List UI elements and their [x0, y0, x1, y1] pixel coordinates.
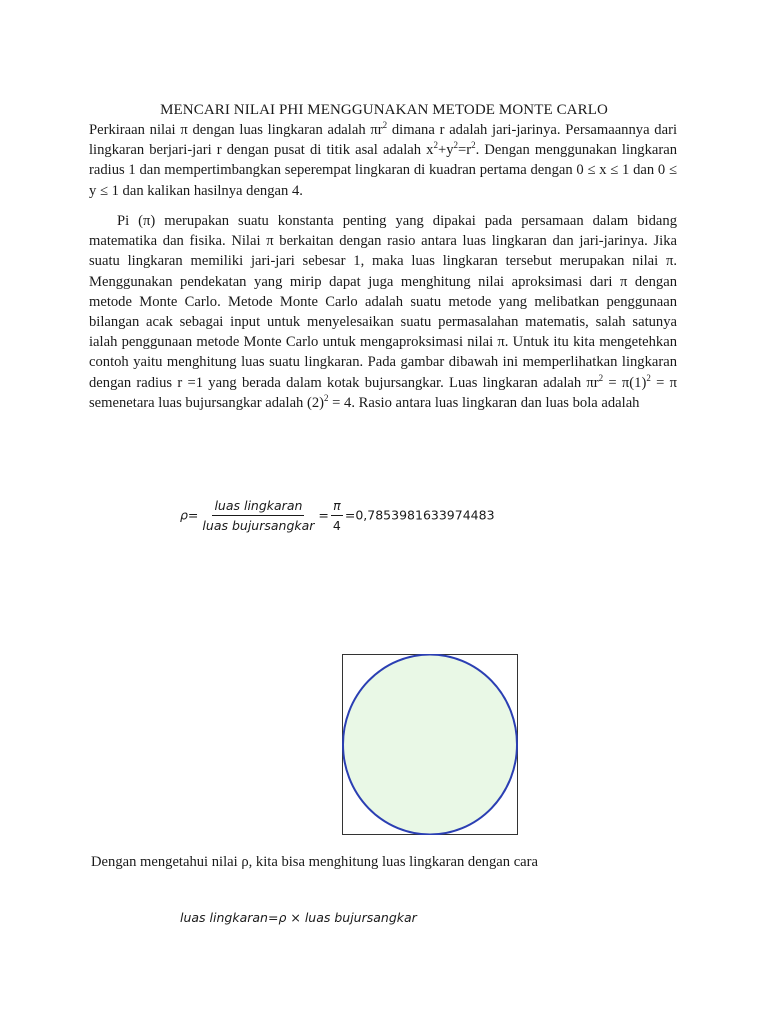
superscript: 2 [646, 372, 651, 383]
fraction-numerator: luas lingkaran [212, 498, 304, 516]
fraction-denominator: luas bujursangkar [202, 518, 315, 533]
area-formula [180, 910, 417, 925]
superscript: 2 [471, 140, 476, 151]
paragraph-pi [89, 211, 677, 413]
paragraph-intro-text-4: =r [458, 142, 472, 159]
equals-sign: = [267, 910, 279, 925]
fraction-numerator: π [331, 498, 343, 516]
fraction-denominator: 4 [332, 518, 341, 533]
paragraph-intro [89, 120, 677, 201]
paragraph-intro-text-1: Perkiraan nilai π dengan luas lingkaran adalah πr [89, 122, 383, 138]
fraction-area-ratio [200, 498, 316, 534]
superscript: 2 [598, 372, 604, 383]
paragraph-intro-text-5: . Dengan menggunakan lingkaran radius 1 dan mempertimbangkan seperempat lingkaran di kuadran pertama dengan 0 ≤ x ≤ 1 dan 0 ≤ y ≤ 1 dan kalikan hasilnya dengan 4. [89, 142, 678, 199]
equals-sign: = [318, 507, 329, 523]
document-title: MENCARI NILAI PHI MENGGUNAKAN METODE MONTE CARLO [160, 102, 608, 119]
superscript: 2 [324, 392, 329, 403]
paragraph-pi-text-2: = π(1) [603, 374, 647, 391]
paragraph-area: Dengan mengetahui nilai ρ, kita bisa menghitung luas lingkaran dengan cara [91, 854, 538, 870]
superscript: 2 [453, 140, 458, 151]
formula-lhs: ρ= [180, 507, 199, 523]
paragraph-intro-text-2: dimana r adalah jari-jarinya. Persamaannya dari lingkaran berjari-jari r dengan pusat di titik asal adalah x [89, 122, 677, 159]
paragraph-intro-text-3: +y [437, 142, 454, 159]
rho-symbol: ρ [278, 910, 287, 925]
equals-sign: = [344, 507, 356, 523]
superscript: 2 [433, 140, 438, 151]
formula-lhs: luas lingkaran [180, 910, 268, 925]
paragraph-pi-text-1: Pi (π) merupakan suatu konstanta penting yang dipakai pada persamaan dalam bidang matematika dan fisika. Nilai π berkaitan dengan rasio antara luas lingkaran dan jari-jarinya. Jika suatu lingkaran memiliki jari-jari sebesar 1, maka luas lingkaran tersebut merupakan nilai π. Menggunakan pendekatan yang mirip dapat juga menghitung nilai aproksimasi dari π dengan metode Monte Carlo. Metode Monte Carlo adalah suatu metode yang melibatkan penggunaan bilangan acak sebagai input untuk menyelesaikan suatu permasalahan matematis, salah satunya ialah penggunaan metode Monte Carlo untuk mengaproksimasi nilai π. Untuk itu kita mengetehkan contoh yaitu menghitung luas suatu lingkaran. Pada gambar dibawah ini memperlihatkan lingkaran dengan radius r =1 yang berada dalam kotak bujursangkar. Luas lingkaran adalah πr [89, 213, 677, 391]
circle-in-square-figure [342, 654, 518, 835]
formula-rhs: luas bujursangkar [304, 910, 417, 925]
ratio-formula [180, 498, 495, 534]
circle-shape [343, 655, 517, 835]
ratio-value: 0,7853981633974483 [355, 507, 495, 523]
paragraph-pi-text-3: = π semenetara luas bujursangkar adalah (2) [89, 374, 677, 411]
paragraph-pi-text-4: = 4. Rasio antara luas lingkaran dan luas bola adalah [328, 394, 640, 411]
fraction-pi-over-four [331, 498, 343, 534]
superscript: 2 [382, 120, 388, 131]
times-sign: × [286, 910, 305, 925]
